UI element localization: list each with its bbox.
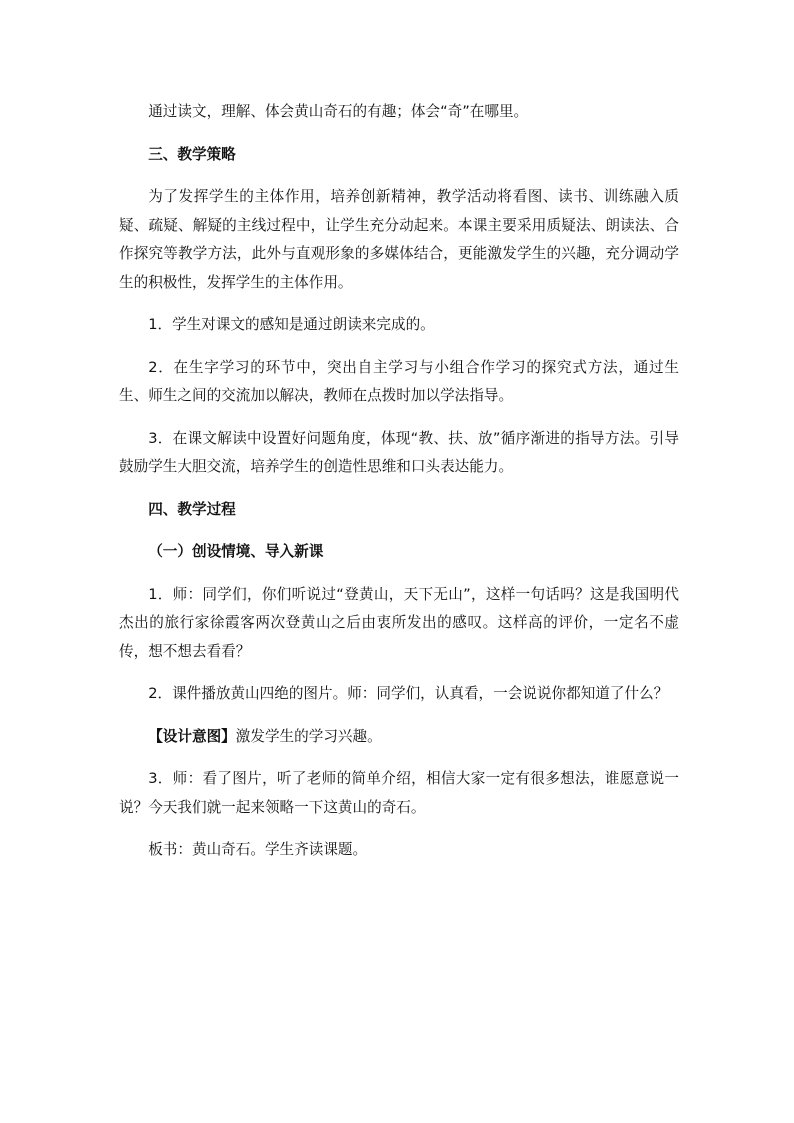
document-body (119, 98, 679, 865)
subheading-create-scene: （一）创设情境、导入新课 (148, 543, 324, 560)
heading-teaching-process: 四、教学过程 (148, 500, 236, 518)
design-intent-label: 【设计意图】 (148, 727, 236, 745)
paragraph-strategy-2: 2．在生字学习的环节中，突出自主学习与小组合作学习的探究式方法，通过生生、师生之间的交流加以解决，教师在点拨时加以学法指导。 (119, 358, 679, 404)
paragraph-strategy-1: 1．学生对课文的感知是通过朗读来完成的。 (148, 316, 435, 333)
paragraph-objective: 通过读文，理解、体会黄山奇石的有趣；体会“奇”在哪里。 (148, 103, 529, 120)
paragraph-process-3: 3．师：看了图片，听了老师的简单介绍，相信大家一定有很多想法，谁愿意说一说？今天我们就一起来领略一下这黄山的奇石。 (119, 770, 679, 816)
paragraph-process-1: 1．师：同学们，你们听说过“登黄山，天下无山”，这样一句话吗？这是我国明代杰出的旅行家徐霞客两次登黄山之后由衷所发出的感叹。这样高的评价，一定名不虚传，想不想去看看？ (119, 585, 679, 660)
paragraph-strategy-3: 3．在课文解读中设置好问题角度，体现“教、扶、放”循序渐进的指导方法。引导鼓励学生大胆交流，培养学生的创造性思维和口头表达能力。 (119, 429, 679, 475)
paragraph-process-2: 2．课件播放黄山四绝的图片。师：同学们，认真看，一会说说你都知道了什么？ (148, 685, 669, 702)
design-intent-text: 激发学生的学习兴趣。 (235, 727, 382, 745)
paragraph-strategy-intro: 为了发挥学生的主体作用，培养创新精神，教学活动将看图、读书、训练融入质疑、疏疑、解疑的主线过程中，让学生充分动起来。本课主要采用质疑法、朗读法、合作探究等教学方法，此外与直观形象的多媒体结合，更能激发学生的兴趣，充分调动学生的积极性，发挥学生的主体作用。 (119, 188, 679, 291)
paragraph-design-intent (119, 723, 679, 752)
heading-teaching-strategy: 三、教学策略 (148, 145, 236, 163)
paragraph-blackboard: 板书：黄山奇石。学生齐读课题。 (148, 841, 368, 858)
